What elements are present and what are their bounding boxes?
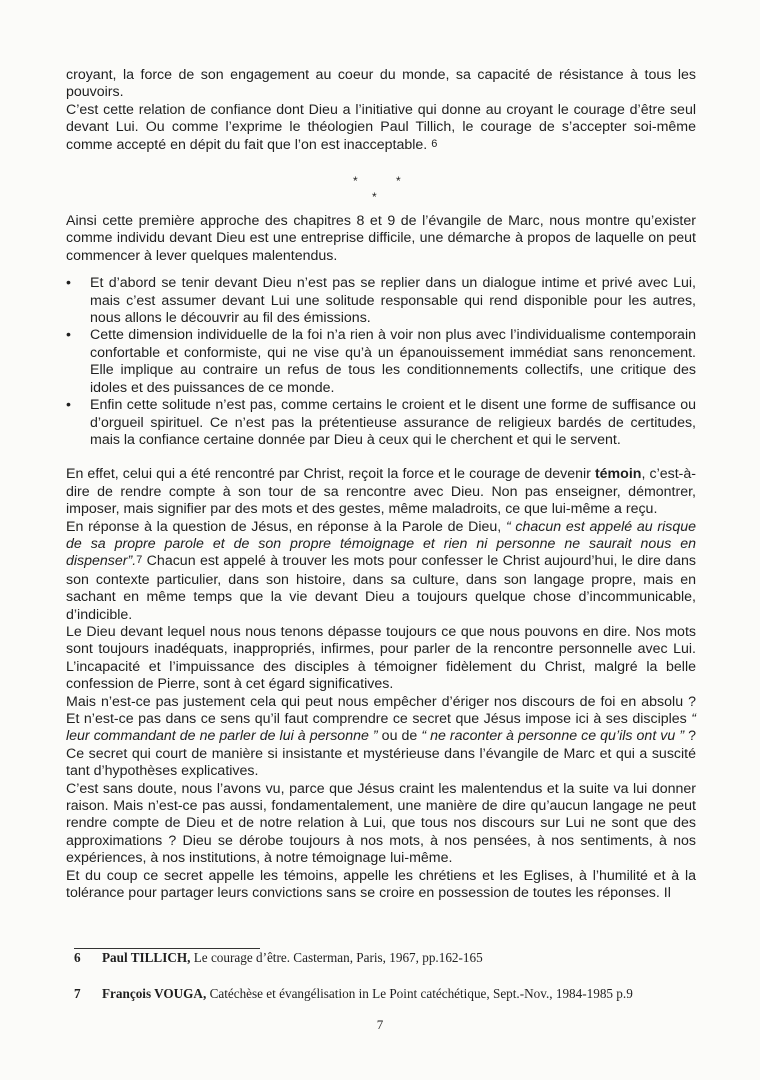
page-body <box>66 67 696 902</box>
separator-star: * <box>372 190 377 205</box>
paragraph-1: croyant, la force de son engagement au coeur du monde, sa capacité de résistance à tous les pouvoirs. C’est cette relation de confiance dont Dieu a l’initiative qui donne au croyant le courage d’être seul devant Lui. Ou comme l’exprime le théologien Paul Tillich, le courage de s’accepter soi-même comme accepté en dépit du fait que l’on est inacceptable. $^6$ <box>66 67 696 153</box>
bullet-list <box>66 275 696 449</box>
paragraph-2: Ainsi cette première approche des chapitres 8 et 9 de l’évangile de Marc, nous montre qu’exister comme individu devant Dieu est une entreprise difficile, une démarche à propos de laquelle on peut commencer à lever quelques malentendus. <box>66 213 696 264</box>
bullet-item: • Cette dimension individuelle de la foi n’a rien à voir non plus avec l’individualisme contemporain confortable et conformiste, qui ne vise qu’à un épanouissement immédiat sans renoncement. Elle implique au contraire un refus de tous les conditionnements collectifs, une critique des idoles et des puissances de ce monde. <box>66 327 696 397</box>
emphasis-temoin: témoin <box>594 466 642 483</box>
footnote-7: 7 François VOUGA, Catéchèse et évangélisation in Le Point catéchétique, Sept.-Nov., 1984-1985 p.9 <box>74 986 633 1001</box>
paragraph-4: En réponse à la question de Jésus, en réponse à la Parole de Dieu, “ chacun est appelé au risque de sa propre parole et de son propre témoignage et rien ni personne ne saurait nous en dispenser”.$^7$ Chacun est appelé à trouver les mots pour confesser le Christ aujourd’hui, le dire dans son contexte particulier, dans son histoire, dans sa culture, dans son langage propre, mais en sachant en même temps que la vie devant Dieu a toujours quelque chose d’incommunicable, d’indicible. <box>66 518 696 623</box>
paragraph-3: En effet, celui qui a été rencontré par Christ, reçoit la force et le courage de devenir témoin, c’est-à-dire de rendre compte à son tour de sa rencontre avec Dieu. Non pas enseigner, démontrer, imposer, mais signifier par des mots et des gestes, même maladroits, ce que lui-même a reçu. <box>66 466 696 518</box>
page-number: 7 <box>376 1017 384 1032</box>
paragraph-8: Et du coup ce secret appelle les témoins, appelle les chrétiens et les Eglises, à l’humilité et à la tolérance pour partager leurs convictions sans se croire en possession de toutes les réponses. Il <box>66 867 696 902</box>
separator-star: * <box>396 174 401 189</box>
footnote-ref-6: 6 <box>431 137 438 150</box>
footnote-rule <box>74 948 260 949</box>
paragraph-5: Le Dieu devant lequel nous nous tenons dépasse toujours ce que nous pouvons en dire. Nos mots sont toujours inadéquats, inappropriés, infirmes, pour parler de la rencontre personnelle avec Lui. L’incapacité et l’impuissance des disciples à témoigner fidèlement du Christ, malgré la belle confession de Pierre, sont à cet égard significatives. <box>66 623 696 693</box>
footnote-6: 6 Paul TILLICH, Le courage d’être. Casterman, Paris, 1967, pp.162-165 <box>74 950 483 965</box>
bullet-item: • Et d’abord se tenir devant Dieu n’est pas se replier dans un dialogue intime et privé avec Lui, mais c’est assumer devant Lui une solitude responsable qui rend disponible pour les autres, nous allons le découvrir au fil des émissions. <box>66 275 696 327</box>
footnote-ref-7: 7 <box>136 554 143 567</box>
section-separator <box>66 155 696 205</box>
paragraph-7: C’est sans doute, nous l’avons vu, parce que Jésus craint les malentendus et la suite va lui donner raison. Mais n’est-ce pas aussi, fondamentalement, une manière de dire qu’aucun langage ne peut rendre compte de Dieu et de notre relation à Lui, que tous nos discours sur Lui ne sont que des approximations ? Dieu se dérobe toujours à nos mots, à nos pensées, à nos sentiments, à nos expériences, à nos institutions, à notre témoignage lui-même. <box>66 780 696 867</box>
bullet-item: • Enfin cette solitude n’est pas, comme certains le croient et le disent une forme de suffisance ou d’orgueil spirituel. Ce n’est pas la prétentieuse assurance de religieux bardés de certitudes, mais la confiance certaine donnée par Dieu à ceux qui le cherchent et qui le servent. <box>66 397 696 449</box>
paragraph-6: Mais n’est-ce pas justement cela qui peut nous empêcher d’ériger nos discours de foi en absolu ? Et n’est-ce pas dans ce sens qu’il faut comprendre ce secret que Jésus impose ici à ses disciples “ leur commandant de ne parler de lui à personne ” ou de “ ne raconter à personne ce qu’ils ont vu ” ? Ce secret qui court de manière si insistante et mystérieuse dans l’évangile de Marc et qui a suscité tant d’hypothèses explicatives. <box>66 693 696 780</box>
quote-vouga: “ chacun est appelé au risque de sa propre parole et de son propre témoignage et rien ni personne ne saurait nous en dispenser”. <box>66 518 696 570</box>
separator-star: * <box>353 174 358 189</box>
